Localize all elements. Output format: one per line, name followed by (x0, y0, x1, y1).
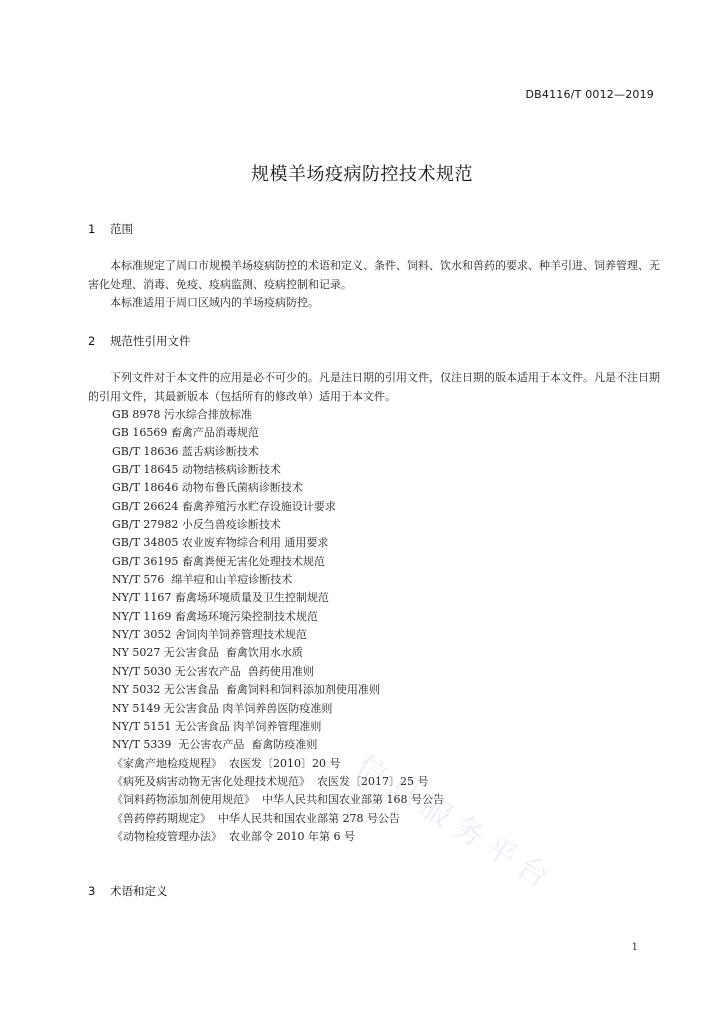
reference-item: NY/T 5030 无公害农产品 兽药使用准则 (112, 664, 314, 678)
document-title: 规模羊场疫病防控技术规范 (251, 164, 473, 185)
reference-item: 《病死及病害动物无害化处理技术规范》 农医发〔2017〕25 号 (112, 774, 429, 788)
paragraph: 下列文件对于本文件的应用是必不可少的。凡是注日期的引用文件，仅注日期的版本适用于本文件。凡是不注日期的引用文件，其最新版本（包括所有的修改单）适用于本文件。 (88, 371, 660, 403)
watermark: 信息服务平台 (349, 748, 562, 900)
reference-item: NY/T 5151 无公害食品 肉羊饲养管理准则 (112, 719, 322, 733)
section-title: 术语和定义 (110, 884, 168, 898)
reference-item: NY/T 3052 舍饲肉羊饲养管理技术规范 (112, 628, 307, 642)
section-body-normative-references (88, 369, 668, 406)
paragraph: 本标准规定了周口市规模羊场疫病防控的术语和定义、条件、饲料、饮水和兽药的要求、种羊引进、饲养管理、无害化处理、消毒、免疫、疫病监测、疫病控制和记录。 (88, 259, 660, 291)
reference-item: GB/T 36195 畜禽粪便无害化处理技术规范 (112, 554, 325, 568)
reference-item: 《兽药停药期规定》 中华人民共和国农业部第 278 号公告 (112, 811, 400, 825)
reference-list (112, 406, 444, 846)
reference-item: 《动物检疫管理办法》 农业部令 2010 年第 6 号 (112, 829, 355, 843)
reference-item: NY 5027 无公害食品 畜禽饮用水水质 (112, 646, 303, 660)
section-number: 3 (88, 884, 96, 898)
reference-item: GB/T 18646 动物布鲁氏菌病诊断技术 (112, 481, 303, 495)
reference-item: GB/T 34805 农业废弃物综合利用 通用要求 (112, 536, 329, 550)
section-heading-terms-definitions (88, 883, 168, 899)
reference-item: NY 5149 无公害食品 肉羊饲养兽医防疫准则 (112, 701, 333, 715)
reference-item: GB/T 18645 动物结核病诊断技术 (112, 463, 281, 477)
section-title: 范围 (110, 222, 133, 236)
reference-item: NY 5032 无公害食品 畜禽饲料和饲料添加剂使用准则 (112, 683, 380, 697)
reference-item: 《家禽产地检疫规程》 农医发〔2010〕20 号 (112, 756, 341, 770)
reference-item: NY/T 576 绵羊痘和山羊痘诊断技术 (112, 573, 293, 587)
reference-item: GB/T 27982 小反刍兽疫诊断技术 (112, 518, 281, 532)
reference-item: NY/T 5339 无公害农产品 畜禽防疫准则 (112, 738, 318, 752)
section-heading-normative-references (88, 333, 191, 349)
reference-item: NY/T 1167 畜禽场环境质量及卫生控制规范 (112, 591, 329, 605)
section-number: 2 (88, 334, 96, 348)
reference-item: GB/T 18636 蓝舌病诊断技术 (112, 444, 259, 458)
reference-item: GB 16569 畜禽产品消毒规范 (112, 426, 259, 440)
page-number: 1 (631, 942, 638, 953)
reference-item: GB/T 26624 畜禽养殖污水贮存设施设计要求 (112, 499, 336, 513)
section-body-scope (88, 257, 668, 313)
paragraph: 本标准适用于周口区域内的羊场疫病防控。 (110, 296, 319, 309)
standard-code: DB4116/T 0012—2019 (525, 88, 654, 101)
section-heading-scope (88, 221, 133, 237)
section-number: 1 (88, 222, 96, 236)
reference-item: GB 8978 污水综合排放标准 (112, 408, 252, 421)
reference-item: NY/T 1169 畜禽场环境污染控制技术规范 (112, 609, 318, 623)
section-title: 规范性引用文件 (110, 334, 191, 348)
reference-item: 《饲料药物添加剂使用规范》 中华人民共和国农业部第 168 号公告 (112, 793, 444, 807)
